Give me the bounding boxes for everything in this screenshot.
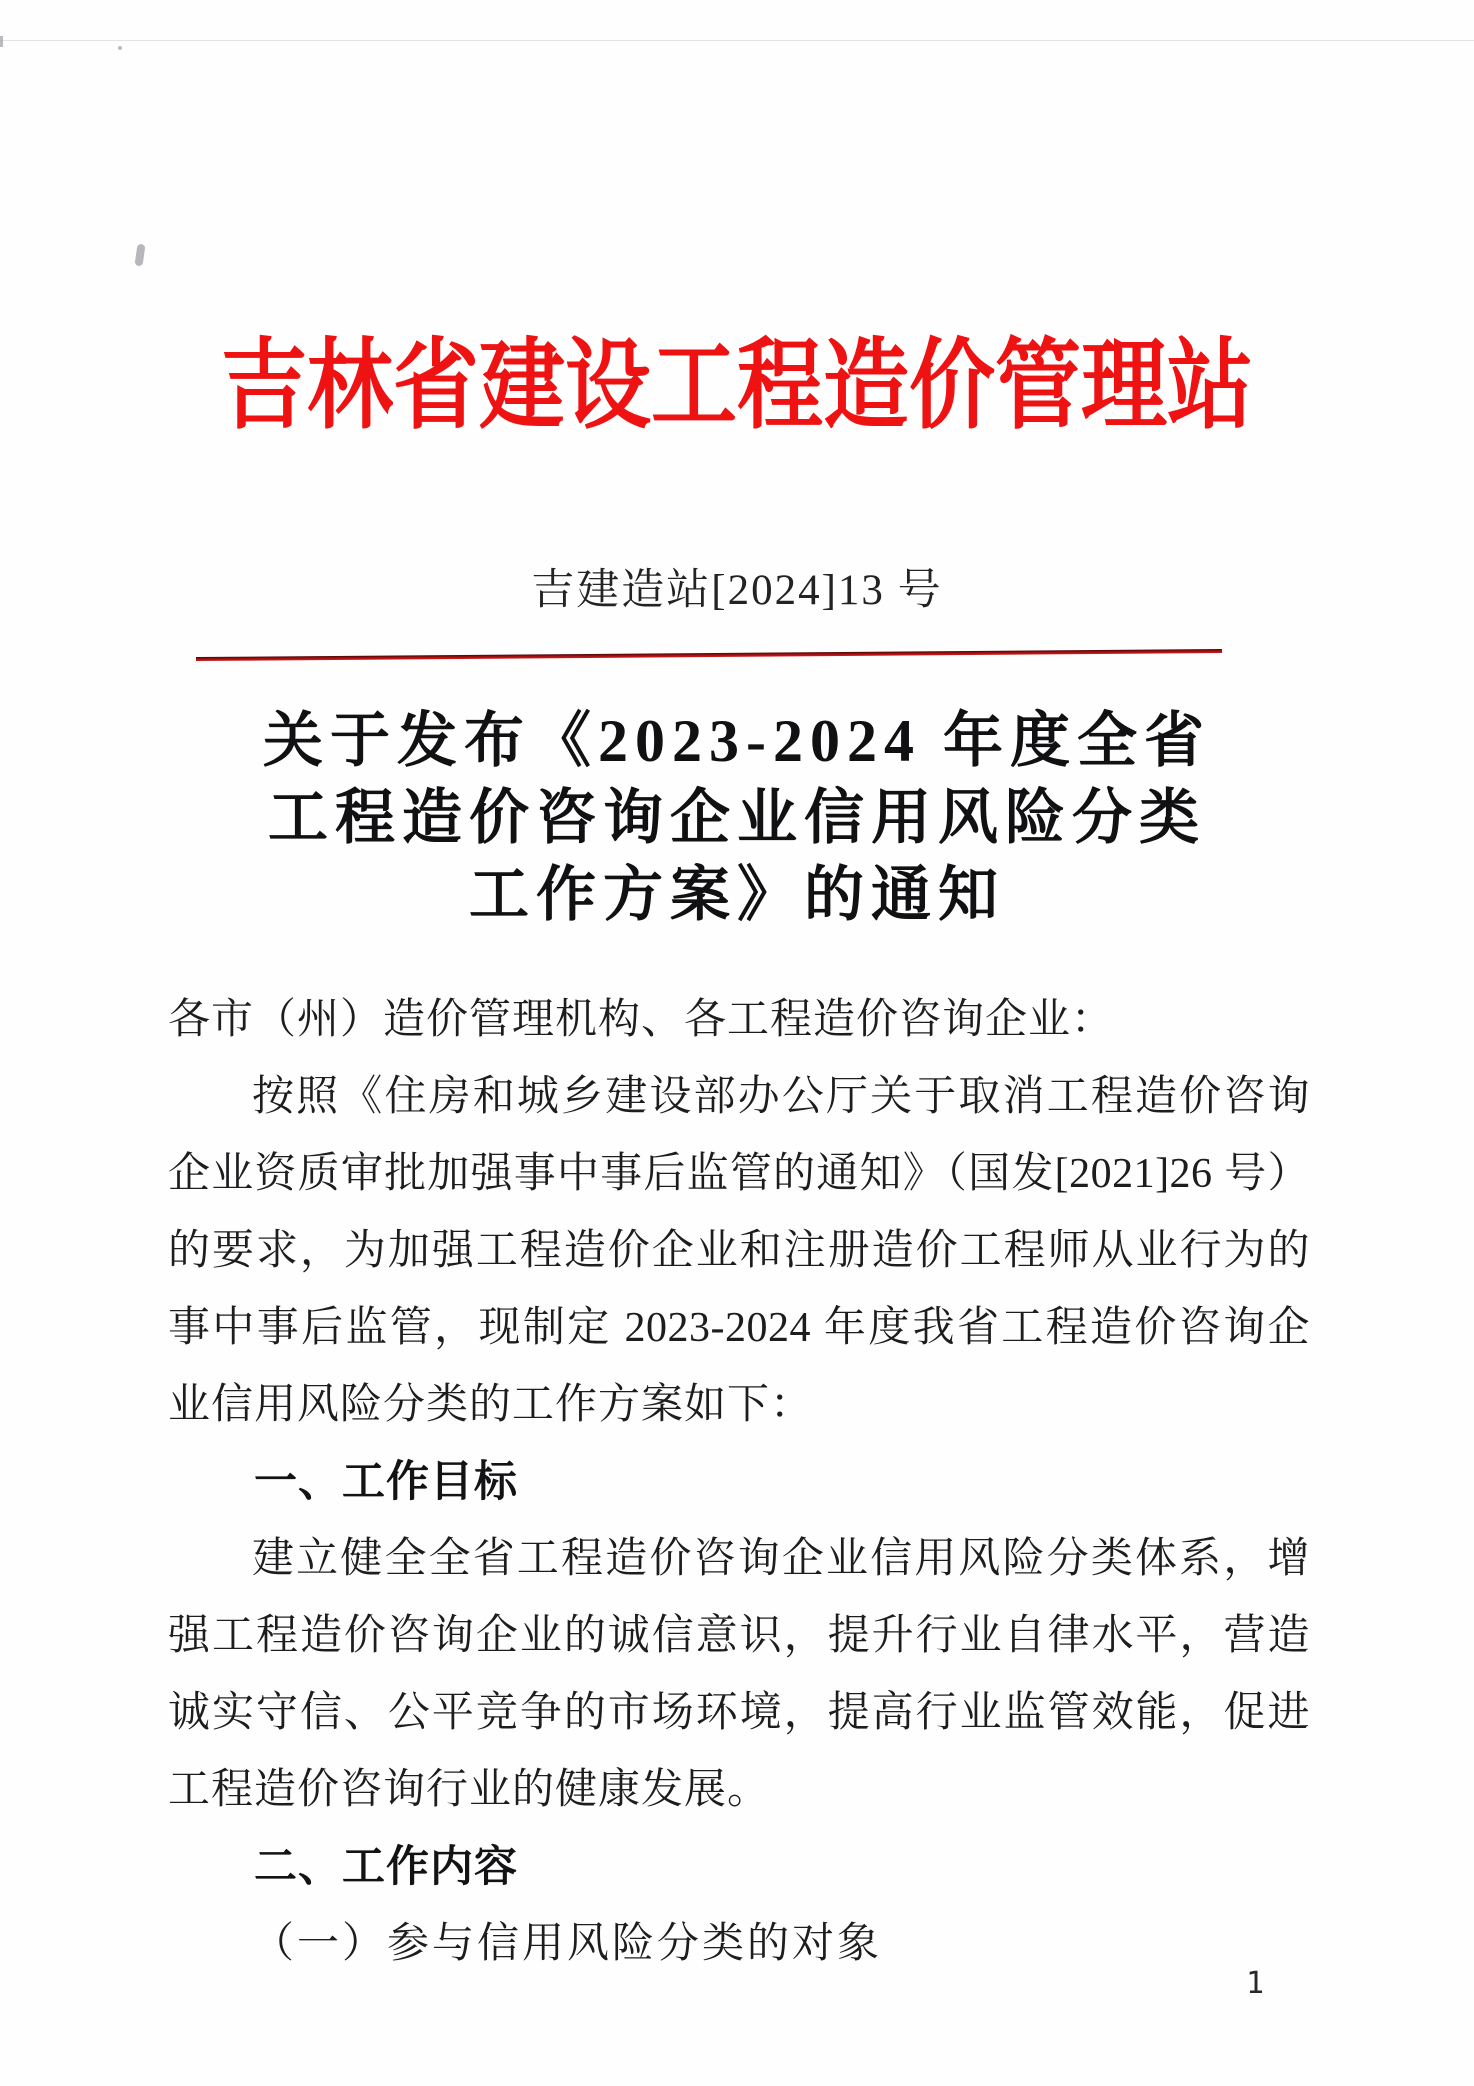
paragraph-1-line-4: 事中事后监管，现制定 2023-2024 年度我省工程造价咨询企 bbox=[168, 1305, 1310, 1351]
document-reference-number: 吉建造站[2024]13 号 bbox=[531, 567, 943, 614]
paragraph-1-line-5: 业信用风险分类的工作方案如下： bbox=[168, 1382, 814, 1428]
scan-artifact-tick bbox=[0, 36, 3, 47]
page-number: 1 bbox=[1246, 1966, 1265, 2001]
document-title-line-2: 工程造价咨询企业信用风险分类 bbox=[268, 785, 1206, 851]
sub-section-heading-1: （一）参与信用风险分类的对象 bbox=[252, 1921, 883, 1967]
document-title-line-1: 关于发布《2023-2024 年度全省 bbox=[263, 708, 1211, 774]
paragraph-1-line-2: 企业资质审批加强事中事后监管的通知》（国发[2021]26 号） bbox=[168, 1151, 1310, 1197]
document-title-line-3: 工作方案》的通知 bbox=[469, 862, 1005, 928]
scan-artifact-line bbox=[0, 40, 1474, 41]
paragraph-2-line-1: 建立健全全省工程造价咨询企业信用风险分类体系，增 bbox=[252, 1536, 1310, 1582]
paragraph-2-line-3: 诚实守信、公平竞争的市场环境，提高行业监管效能，促进 bbox=[168, 1690, 1310, 1736]
paragraph-2-line-4: 工程造价咨询行业的健康发展。 bbox=[168, 1767, 771, 1813]
salutation-line: 各市（州）造价管理机构、各工程造价咨询企业： bbox=[168, 997, 1115, 1043]
section-heading-1: 一、工作目标 bbox=[254, 1458, 518, 1506]
scan-artifact-smudge bbox=[135, 244, 146, 267]
document-title bbox=[0, 703, 1474, 934]
document-body bbox=[168, 982, 1310, 1983]
section-heading-2: 二、工作内容 bbox=[254, 1843, 518, 1891]
scan-artifact-dot bbox=[118, 46, 122, 50]
paragraph-1-line-3: 的要求，为加强工程造价企业和注册造价工程师从业行为的 bbox=[168, 1228, 1310, 1274]
paragraph-1-line-1: 按照《住房和城乡建设部办公厅关于取消工程造价咨询 bbox=[252, 1074, 1310, 1120]
agency-letterhead-title: 吉林省建设工程造价管理站 bbox=[221, 331, 1253, 441]
letterhead-divider-line bbox=[196, 649, 1222, 661]
paragraph-2-line-2: 强工程造价咨询企业的诚信意识，提升行业自律水平，营造 bbox=[168, 1613, 1310, 1659]
